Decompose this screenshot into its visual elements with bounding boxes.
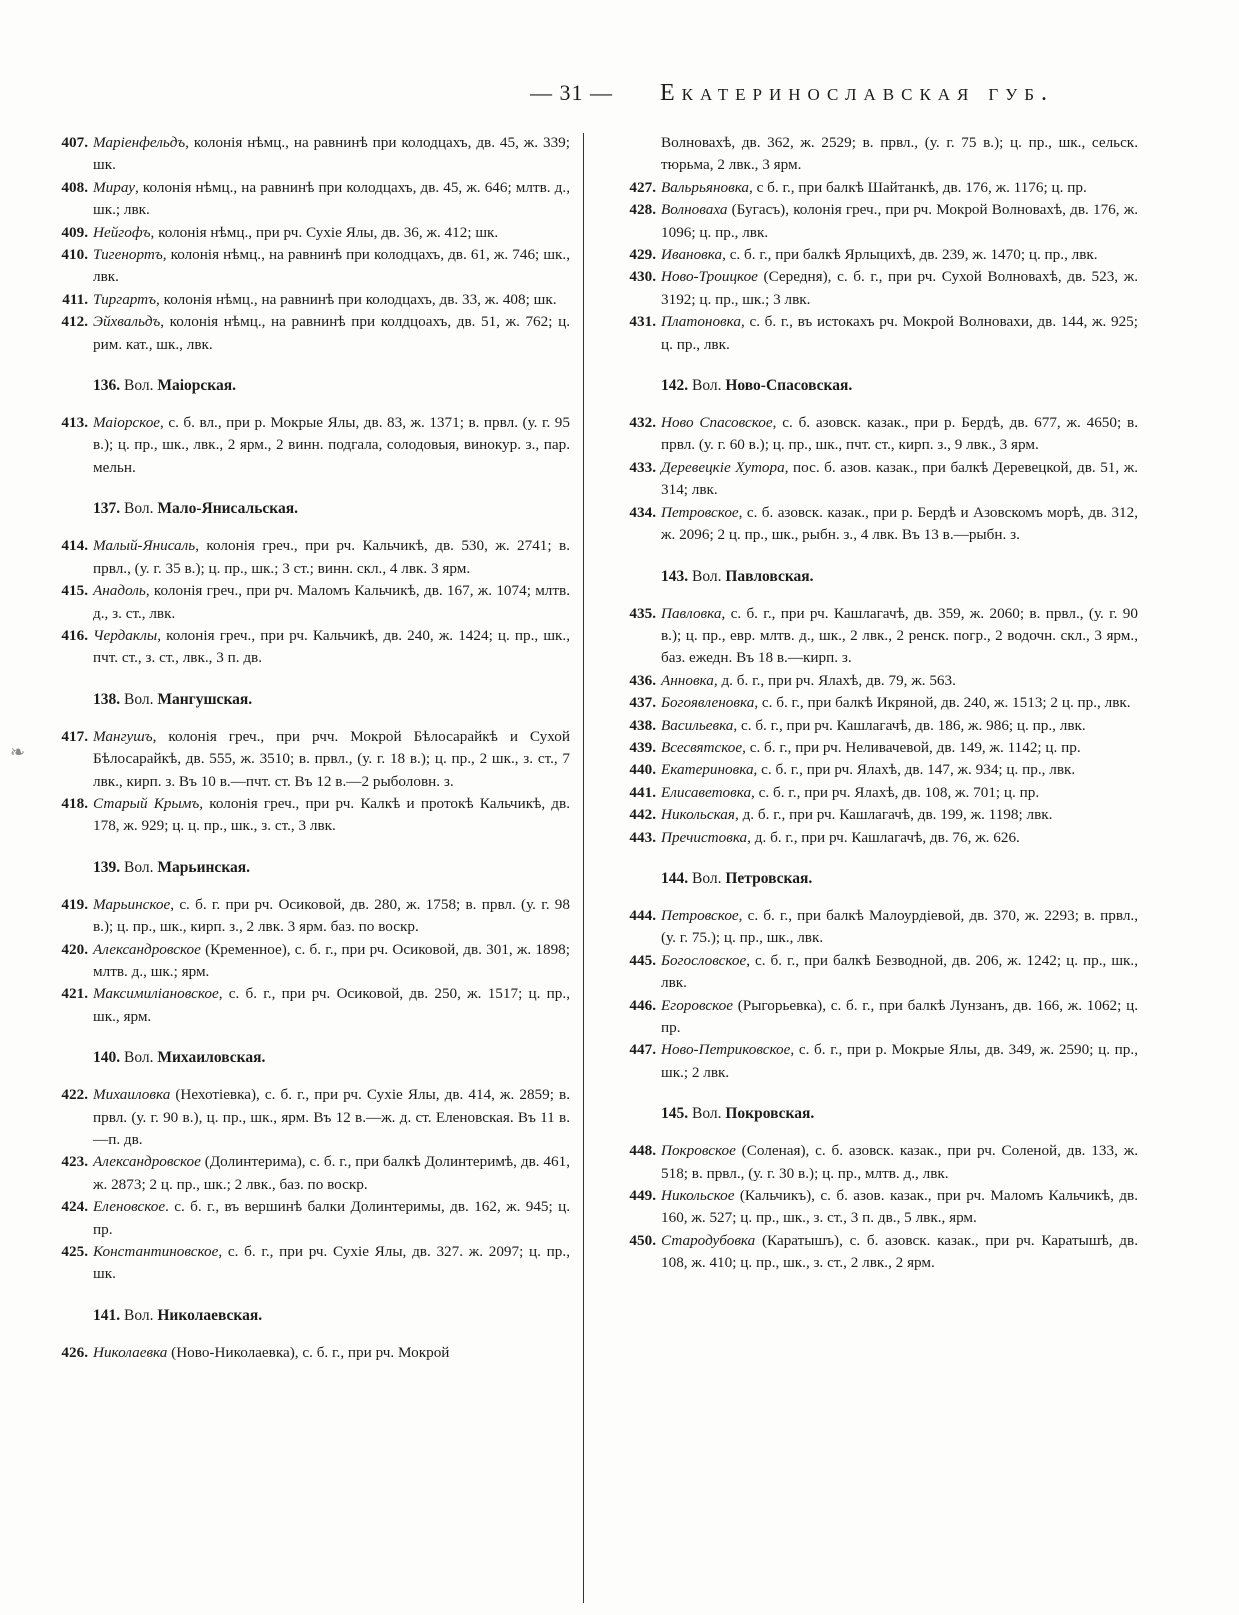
place-name: Тигенортъ [93, 246, 163, 264]
entry-description: , колонія нѣмц., при рч. Сухіе Ялы, дв. 36, ж. 412; шк. [150, 223, 499, 241]
entry-description: , колонія греч., при рч. Кальчикѣ, дв. 240, ж. 1424; ц. пр., шк., пчт. ст., з. ст., лвк., 3 п. дв. [93, 626, 570, 667]
gazetteer-entry [40, 793, 570, 838]
gazetteer-entry [40, 535, 570, 580]
entry-number: 409. [61, 223, 88, 241]
place-name: Константиновское [93, 1243, 219, 1261]
gazetteer-entry [608, 827, 1138, 849]
place-name: Васильевка [661, 716, 734, 734]
entry-description: , колонія нѣмц., на равнинѣ при колодцахъ, дв. 33, ж. 408; шк. [156, 290, 557, 308]
left-column [40, 132, 570, 1364]
right-column [608, 132, 1138, 1275]
entry-number: 448. [629, 1142, 656, 1160]
entry-number: 408. [61, 178, 88, 196]
section-prefix: Вол. [124, 377, 154, 395]
entry-number: 410. [61, 246, 88, 264]
gazetteer-entry [40, 625, 570, 670]
entry-number: 421. [61, 985, 88, 1003]
entry-number: 430. [629, 268, 656, 286]
entry-number: 415. [61, 582, 88, 600]
entry-number: 443. [629, 828, 656, 846]
section-heading [608, 868, 1138, 890]
running-title: Екатеринославская губ. [660, 80, 1055, 106]
section-name: Покровская. [725, 1105, 815, 1123]
section-number: 136. [93, 377, 121, 395]
section-name: Павловская. [725, 567, 814, 585]
entry-description: , с. б. г., при рч. Осиковой, дв. 250, ж. 1517; ц. пр., шк., ярм. [93, 985, 570, 1025]
entry-description: , с. б. г., при рч. Неливачевой, дв. 149, ж. 1142; ц. пр. [742, 738, 1081, 756]
place-name: Маіорское [93, 414, 161, 432]
entry-number: 436. [629, 671, 656, 689]
section-number: 141. [93, 1306, 121, 1324]
section-prefix: Вол. [692, 377, 722, 395]
section-number: 145. [661, 1105, 689, 1123]
place-name: Александровское [93, 940, 201, 958]
entry-description: (Середня), с. б. г., при рч. Сухой Волновахѣ, дв. 523, ж. 3192; ц. пр., шк.; 3 лвк. [661, 268, 1138, 308]
margin-mark: ❧ [10, 742, 26, 762]
entry-description: (Каратышъ), с. б. азовск. казак., при рч. Каратышѣ, дв. 108, ж. 410; ц. пр., шк., з. ст., 2 лвк., 2 ярм. [661, 1231, 1138, 1272]
page-number: — 31 — [530, 80, 613, 105]
entry-description: , с. б. г. при рч. Осиковой, дв. 280, ж. 1758; в. првл. (у. г. 98 в.); ц. пр., шк., кирп. з., 2 лвк. 3 ярм. баз. по воскр. [93, 895, 570, 936]
place-name: Александровское [93, 1153, 201, 1171]
entry-description: , с. б. г., при рч. Кашлагачѣ, дв. 186, ж. 986; ц. пр., лвк. [733, 716, 1086, 734]
entry-number: 445. [629, 951, 656, 969]
place-name: Волноваха [661, 201, 728, 219]
section-heading [608, 566, 1138, 588]
place-name: Егоровское [661, 996, 733, 1014]
section-name: Николаевская. [157, 1306, 263, 1324]
entry-description: , с. б. г., при рч. Кашлагачѣ, дв. 359, ж. 2060; в. првл., (у. г. 90 в.); ц. пр., евр. млтв. д., шк., 2 лвк., 2 ренск. погр., 2 водочн. скл., 3 ярм., баз. ежедн. Въ 18 в.—кирп. з. [661, 604, 1138, 667]
section-number: 137. [93, 500, 121, 518]
entry-number: 411. [62, 290, 88, 308]
entry-number: 414. [61, 537, 88, 555]
place-name: Петровское [661, 503, 739, 521]
entry-number: 429. [629, 246, 656, 264]
place-name: Мирау [93, 178, 135, 196]
section-number: 138. [93, 690, 121, 708]
entry-description: , с. б. г., при рч. Сухіе Ялы, дв. 327. ж. 2097; ц. пр., шк. [93, 1243, 570, 1283]
entry-number: 425. [61, 1243, 88, 1261]
section-prefix: Вол. [124, 690, 154, 708]
gazetteer-entry [40, 289, 570, 311]
entry-number: 428. [629, 201, 656, 219]
gazetteer-entry [40, 311, 570, 356]
place-name: Пречистовка [661, 828, 748, 846]
entry-number: 438. [629, 716, 656, 734]
entry-number: 446. [629, 996, 656, 1014]
entry-number: 424. [61, 1198, 88, 1216]
section-number: 142. [661, 377, 689, 395]
place-name: Чердаклы [93, 626, 158, 644]
section-prefix: Вол. [124, 1306, 154, 1324]
place-name: Деревецкіе Хутора [661, 458, 785, 476]
entry-description: , пос. б. азов. казак., при балкѣ Деревецкой, дв. 51, ж. 314; лвк. [661, 458, 1138, 499]
gazetteer-entry [40, 244, 570, 289]
place-name: Максимиліановское [93, 985, 219, 1003]
gazetteer-entry [608, 311, 1138, 356]
gazetteer-entry [40, 726, 570, 793]
place-name: Еленовское [93, 1198, 166, 1216]
entry-description: (Соленая), с. б. азовск. казак., при рч. Соленой, дв. 133, ж. 518; в. првл., (у. г. 30 в.); ц. пр., млтв. д., лвк. [661, 1142, 1138, 1182]
entry-number: 412. [61, 313, 88, 331]
section-heading [40, 857, 570, 879]
entry-number: 433. [629, 458, 656, 476]
gazetteer-entry [608, 266, 1138, 311]
entry-number: 418. [61, 794, 88, 812]
gazetteer-entry [608, 692, 1138, 714]
gazetteer-entry [40, 1151, 570, 1196]
entry-number: 435. [629, 604, 656, 622]
entry-number: 444. [629, 906, 656, 924]
entry-number: 442. [629, 806, 656, 824]
section-name: Мало-Янисальская. [157, 500, 298, 518]
page-header [0, 80, 1239, 120]
gazetteer-entry [608, 1230, 1138, 1275]
place-name: Ново-Петриковское [661, 1041, 791, 1059]
entry-number: 432. [629, 414, 656, 432]
place-name: Мангушъ [93, 727, 153, 745]
place-name: Богословское [661, 951, 747, 969]
entry-number: 423. [61, 1153, 88, 1171]
section-heading [40, 1047, 570, 1069]
place-name: Марьинское [93, 895, 171, 913]
section-name: Ново-Спасовская. [725, 377, 853, 395]
gazetteer-entry [608, 737, 1138, 759]
gazetteer-entry [608, 1140, 1138, 1185]
entry-number: 439. [629, 738, 656, 756]
place-name: Стародубовка [661, 1231, 756, 1249]
gazetteer-entry [608, 1039, 1138, 1084]
place-name: Екатериновка [661, 761, 754, 779]
section-heading [40, 689, 570, 711]
entry-description: , колонія греч., при рчч. Мокрой Бѣлосарайкѣ и Сухой Бѣлосарайкѣ, дв. 555, ж. 3510; в. првл., (у. г. 18 в.); ц. пр., 2 шк., з. ст., 7 лвк., кирп. з. Въ 10 в.—пчт. ст. Въ 12 в.—2 рыболовн. з. [93, 727, 570, 790]
place-name: Старый Крымъ [93, 794, 200, 812]
section-name: Марьинская. [157, 858, 251, 876]
entry-description: , колонія греч., при рч. Маломъ Кальчикѣ, дв. 167, ж. 1074; млтв. д., з. ст., лвк. [93, 582, 570, 622]
section-heading [40, 375, 570, 397]
section-heading [608, 1103, 1138, 1125]
entry-description: (Рыгорьевка), с. б. г., при балкѣ Лунзанъ, дв. 166, ж. 1062; ц. пр. [661, 996, 1138, 1036]
place-name: Никольская [661, 806, 735, 824]
entry-number: 441. [629, 783, 656, 801]
gazetteer-entry [608, 782, 1138, 804]
section-name: Маіорская. [157, 377, 237, 395]
entry-description: , д. б. г., при рч. Ялахѣ, дв. 79, ж. 563. [713, 671, 956, 689]
gazetteer-entry [608, 603, 1138, 670]
entry-description: , с. б. г., въ истокахъ рч. Мокрой Волновахи, дв. 144, ж. 925; ц. пр., лвк. [661, 313, 1138, 353]
place-name: Нейгофъ [93, 223, 151, 241]
entry-description: (Долинтерима), с. б. г., при балкѣ Долинтеримѣ, дв. 461, ж. 2873; 2 ц. пр., шк.; 2 лвк., баз. по воскр. [93, 1153, 570, 1193]
gazetteer-entry [608, 457, 1138, 502]
gazetteer-entry [40, 222, 570, 244]
gazetteer-entry [608, 502, 1138, 547]
gazetteer-entry [40, 894, 570, 939]
section-heading [608, 375, 1138, 397]
section-prefix: Вол. [692, 567, 722, 585]
entry-number: 416. [61, 626, 88, 644]
gazetteer-entry [608, 950, 1138, 995]
place-name: Елисаветовка [661, 783, 752, 801]
gazetteer-entry [608, 905, 1138, 950]
place-name: Павловка [661, 604, 722, 622]
entry-number: 413. [61, 414, 88, 432]
entry-number: 427. [629, 178, 656, 196]
entry-description: , с. б. г., при р. Мокрые Ялы, дв. 349, ж. 2590; ц. пр., шк.; 2 лвк. [661, 1041, 1138, 1081]
entry-description: , с. б. г., при балкѣ Малоурдіевой, дв. 370, ж. 2293; в. првл., (у. г. 75.); ц. пр., шк., лвк. [661, 906, 1138, 947]
entry-description: , с. б. азовск. казак., при р. Бердѣ и Азовскомъ морѣ, дв. 312, ж. 2096; 2 ц. пр., шк., рыбн. з., 4 лвк. Въ 13 в.—рыбн. з. [661, 503, 1138, 544]
gazetteer-entry [608, 1185, 1138, 1230]
gazetteer-entry [608, 804, 1138, 826]
gazetteer-entry [40, 1342, 570, 1364]
gazetteer-entry [608, 177, 1138, 199]
place-name: Тиргартъ [93, 290, 157, 308]
gazetteer-entry [608, 995, 1138, 1040]
gazetteer-entry [40, 1196, 570, 1241]
place-name: Эйхвальдъ [93, 313, 161, 331]
gazetteer-entry [40, 939, 570, 984]
gazetteer-entry [40, 580, 570, 625]
entry-description: (Кальчикъ), с. б. азов. казак., при рч. Маломъ Кальчикѣ, дв. 160, ж. 527; ц. пр., шк., з. ст., 3 п. дв., 5 лвк., ярм. [661, 1187, 1138, 1227]
entry-number: 426. [61, 1343, 88, 1361]
place-name: Ивановка [661, 246, 723, 264]
section-number: 139. [93, 858, 121, 876]
gazetteer-entry [608, 244, 1138, 266]
section-number: 144. [661, 869, 689, 887]
gazetteer-entry [608, 715, 1138, 737]
entry-continuation [608, 132, 1138, 177]
place-name: Малый-Янисаль [93, 537, 196, 555]
gazetteer-entry [608, 199, 1138, 244]
gazetteer-entry [608, 412, 1138, 457]
entry-description: , с. б. г., при рч. Ялахѣ, дв. 108, ж. 701; ц. пр. [751, 783, 1040, 801]
entry-description: , с. б. г., при рч. Ялахѣ, дв. 147, ж. 934; ц. пр., лвк. [753, 761, 1076, 779]
entry-description: (Нехотіевка), с. б. г., при рч. Сухіе Ялы, дв. 414, ж. 2859; в. првл. (у. г. 90 в.), ц. пр., шк., ярм. Въ 12 в.—ж. д. ст. Еленовская. Въ 11 в.—п. дв. [93, 1086, 570, 1148]
section-prefix: Вол. [124, 500, 154, 518]
entry-description: , с. б. г., при балкѣ Ярлыцихѣ, дв. 239, ж. 1470; ц. пр., лвк. [722, 246, 1098, 264]
gazetteer-entry [608, 670, 1138, 692]
section-prefix: Вол. [124, 1049, 154, 1067]
entry-description: Волновахѣ, дв. 362, ж. 2529; в. првл., (у. г. 75 в.); ц. пр., шк., сельск. тюрьма, 2 лвк., 3 ярм. [661, 134, 1138, 174]
section-prefix: Вол. [124, 858, 154, 876]
entry-description: , колонія греч., при рч. Кальчикѣ, дв. 530, ж. 2741; в. првл., (у. г. 35 в.); ц. пр., шк.; 3 ст.; винн. скл., 4 лвк. 3 ярм. [93, 537, 570, 577]
place-name: Платоновка [661, 313, 741, 331]
section-name: Михаиловская. [157, 1049, 266, 1067]
place-name: Маріенфельдъ [93, 134, 186, 151]
section-heading [40, 498, 570, 520]
entry-description: , с. б. азовск. казак., при р. Бердѣ, дв. 677, ж. 4650; в. првл. (у. г. 60 в.); ц. пр., шк., пчт. ст., кирп. з., 9 лвк., 3 ярм. [661, 414, 1138, 454]
place-name: Николаевка [93, 1343, 168, 1361]
gazetteer-entry [40, 132, 570, 177]
entry-number: 422. [61, 1086, 88, 1104]
entry-number: 450. [629, 1231, 656, 1249]
entry-description: , с б. г., при балкѣ Шайтанкѣ, дв. 176, ж. 1176; ц. пр. [749, 178, 1087, 196]
entry-description: , колонія нѣмц., на равнинѣ при колодцахъ, дв. 45, ж. 339; шк. [93, 134, 570, 174]
place-name: Михаиловка [93, 1086, 171, 1104]
entry-description: , колонія греч., при рч. Калкѣ и протокѣ Кальчикѣ, дв. 178, ж. 929; ц. ц. пр., шк., з. ст., 3 лвк. [93, 794, 570, 835]
entry-description: , д. б. г., при рч. Кашлагачѣ, дв. 199, ж. 1198; лвк. [734, 806, 1053, 824]
place-name: Анадоль [93, 582, 146, 600]
entry-description: (Ново-Николаевка), с. б. г., при рч. Мокрой [167, 1343, 450, 1361]
entry-description: . с. б. г., въ вершинѣ балки Долинтеримы, дв. 162, ж. 945; ц. пр. [93, 1198, 570, 1238]
entry-description: , колонія нѣмц., на равнинѣ при колодцахъ, дв. 45, ж. 646; млтв. д., шк.; лвк. [93, 178, 570, 219]
gazetteer-entry [608, 759, 1138, 781]
entry-description: , колонія нѣмц., на равнинѣ при колодцахъ, дв. 61, ж. 746; шк., лвк. [93, 246, 570, 286]
entry-number: 440. [629, 761, 656, 779]
gazetteer-entry [40, 1084, 570, 1151]
entry-number: 420. [61, 940, 88, 958]
entry-description: , колонія нѣмц., на равнинѣ при колдцоахъ, дв. 51, ж. 762; ц. рим. кат., шк., лвк. [93, 313, 570, 353]
entry-number: 434. [629, 503, 656, 521]
gazetteer-entry [40, 177, 570, 222]
entry-number: 447. [629, 1041, 656, 1059]
entry-description: , с. б. г., при балкѣ Икряной, дв. 240, ж. 1513; 2 ц. пр., лвк. [754, 694, 1131, 712]
section-number: 140. [93, 1049, 121, 1067]
entry-number: 417. [61, 727, 88, 745]
gazetteer-entry [40, 983, 570, 1028]
section-prefix: Вол. [692, 869, 722, 887]
section-heading [40, 1305, 570, 1327]
section-number: 143. [661, 567, 689, 585]
entry-number: 431. [629, 313, 656, 331]
place-name: Вальрьяновка [661, 178, 750, 196]
place-name: Ново-Троицкое [661, 268, 758, 286]
column-divider [583, 133, 584, 1603]
entry-number: 407. [61, 134, 88, 151]
entry-number: 449. [629, 1187, 656, 1205]
place-name: Богоявленовка [661, 694, 755, 712]
gazetteer-entry [40, 1241, 570, 1286]
section-name: Мангушская. [157, 690, 253, 708]
place-name: Всесвятское [661, 738, 743, 756]
entry-description: , с. б. г., при балкѣ Безводной, дв. 206, ж. 1242; ц. пр., шк., лвк. [661, 951, 1138, 992]
gazetteer-entry [40, 412, 570, 479]
place-name: Ново Спасовское [661, 414, 773, 432]
section-prefix: Вол. [692, 1105, 722, 1123]
entry-number: 437. [629, 694, 656, 712]
entry-description: , с. б. вл., при р. Мокрые Ялы, дв. 83, ж. 1371; в. првл. (у. г. 95 в.); ц. пр., шк., лвк., 2 ярм., 2 винн. подгала, солодовыя, винокур. з., пар. мельн. [93, 414, 570, 476]
place-name: Никольское [661, 1187, 735, 1205]
place-name: Петровское [661, 906, 739, 924]
entry-description: , д. б. г., при рч. Кашлагачѣ, дв. 76, ж. 626. [747, 828, 1020, 846]
entry-description: (Кременное), с. б. г., при рч. Осиковой, дв. 301, ж. 1898; млтв. д., шк.; ярм. [93, 940, 570, 980]
entry-number: 419. [61, 895, 88, 913]
place-name: Анновка [661, 671, 714, 689]
entry-description: (Бугасъ), колонія греч., при рч. Мокрой Волновахѣ, дв. 176, ж. 1096; ц. пр., лвк. [661, 201, 1138, 241]
place-name: Покровское [661, 1142, 736, 1160]
section-name: Петровская. [725, 869, 813, 887]
